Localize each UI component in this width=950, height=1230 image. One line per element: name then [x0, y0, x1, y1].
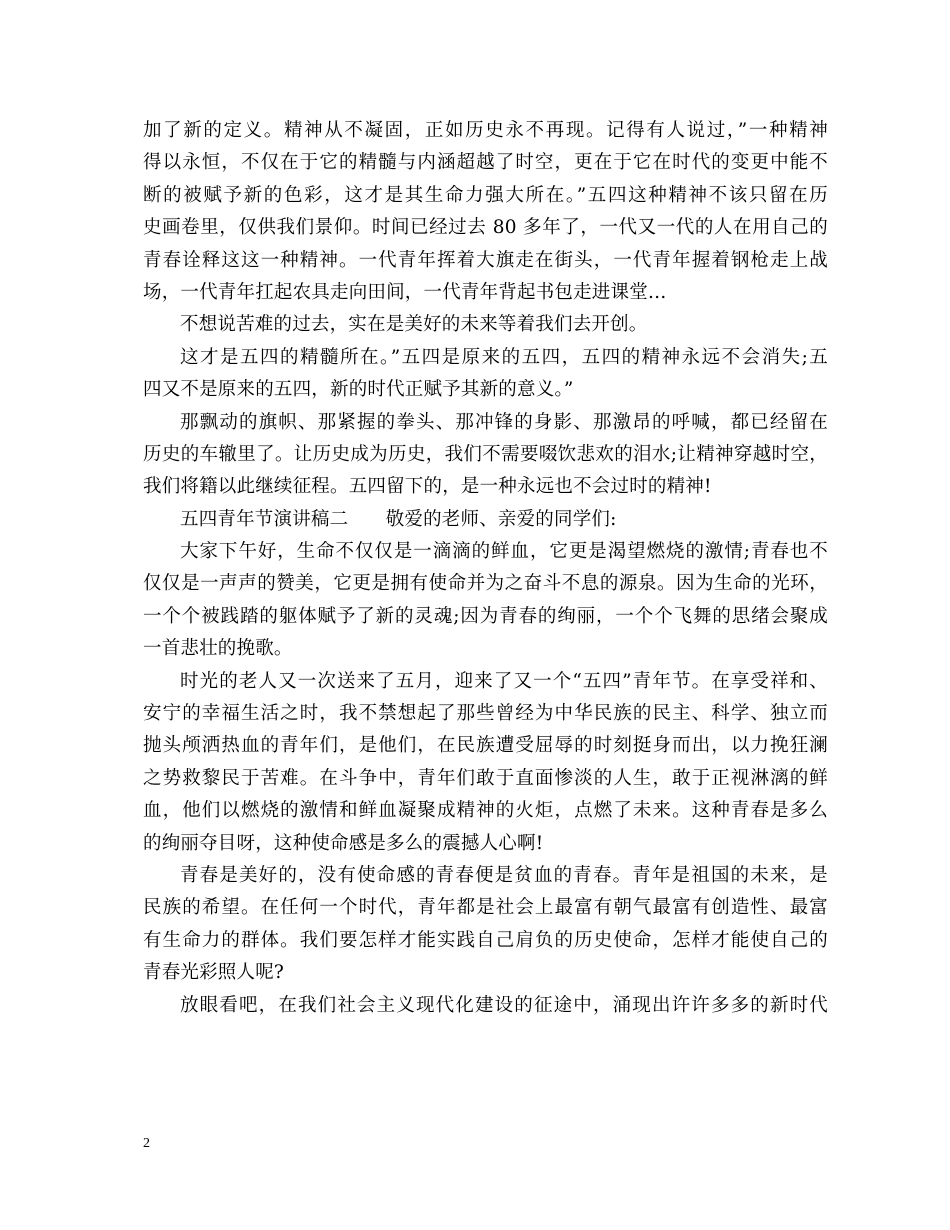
text-line: 一个个被践踏的躯体赋予了新的灵魂;因为青春的绚丽，一个个飞舞的思绪会聚成: [143, 605, 828, 627]
text-line: 这才是五四的精髓所在。”五四是原来的五四，五四的精神永远不会消失;五: [180, 346, 828, 368]
text-line: 得以永恒，不仅在于它的精髓与内涵超越了时空，更在于它在时代的变更中能不: [143, 152, 828, 174]
text-line: 大家下午好，生命不仅仅是一滴滴的鲜血，它更是渴望燃烧的激情;青春也不: [180, 541, 828, 563]
text-line: 历史的车辙里了。让历史成为历史，我们不需要啜饮悲欢的泪水;让精神穿越时空，: [143, 443, 828, 465]
text-line: 四又不是原来的五四，新的时代正赋予其新的意义。”: [143, 379, 574, 401]
document-body: [143, 115, 828, 1022]
text-line: 青春光彩照人呢?: [143, 962, 285, 984]
page-number: 2: [143, 1136, 150, 1151]
text-line: 五四青年节演讲稿二 敬爱的老师、亲爱的同学们:: [180, 508, 617, 530]
text-line: 仅仅是一声声的赞美，它更是拥有使命并为之奋斗不息的源泉。因为生命的光环，: [143, 573, 828, 595]
text-line: 抛头颅洒热血的青年们，是他们，在民族遭受屈辱的时刻挺身而出，以力挽狂澜: [143, 735, 828, 757]
text-line: 之势救黎民于苦难。在斗争中，青年们敢于直面惨淡的人生，敢于正视淋漓的鲜: [143, 767, 828, 789]
text-line: 安宁的幸福生活之时，我不禁想起了那些曾经为中华民族的民主、科学、独立而: [143, 703, 828, 725]
text-line: 史画卷里，仅供我们景仰。时间已经过去 80 多年了，一代又一代的人在用自己的: [143, 217, 828, 239]
text-line: 场，一代青年扛起农具走向田间，一代青年背起书包走进课堂…: [143, 281, 667, 303]
text-line: 青春诠释这这一种精神。一代青年挥着大旗走在街头，一代青年握着钢枪走上战: [143, 249, 828, 271]
text-line: 断的被赋予新的色彩，这才是其生命力强大所在。”五四这种精神不该只留在历: [143, 184, 828, 206]
text-line: 放眼看吧，在我们社会主义现代化建设的征途中，涌现出许许多多的新时代: [180, 994, 828, 1016]
text-line: 青春是美好的，没有使命感的青春便是贫血的青春。青年是祖国的未来，是: [180, 864, 828, 886]
text-line: 我们将籍以此继续征程。五四留下的，是一种永远也不会过时的精神!: [143, 476, 712, 498]
text-line: 有生命力的群体。我们要怎样才能实践自己肩负的历史使命，怎样才能使自己的: [143, 929, 828, 951]
text-line: 时光的老人又一次送来了五月，迎来了又一个“五四”青年节。在享受祥和、: [180, 670, 828, 692]
text-line: 那飘动的旗帜、那紧握的拳头、那冲锋的身影、那激昂的呼喊，都已经留在: [180, 411, 828, 433]
text-line: 血，他们以燃烧的激情和鲜血凝聚成精神的火炬，点燃了未来。这种青春是多么: [143, 800, 828, 822]
text-line: 的绚丽夺目呀，这种使命感是多么的震撼人心啊!: [143, 832, 544, 854]
text-line: 加了新的定义。精神从不凝固，正如历史永不再现。记得有人说过，”一种精神: [143, 120, 828, 141]
text-line: 民族的希望。在任何一个时代，青年都是社会上最富有朝气最富有创造性、最富: [143, 897, 828, 919]
text-line: 不想说苦难的过去，实在是美好的未来等着我们去开创。: [180, 314, 648, 336]
text-line: 一首悲壮的挽歌。: [143, 638, 293, 660]
